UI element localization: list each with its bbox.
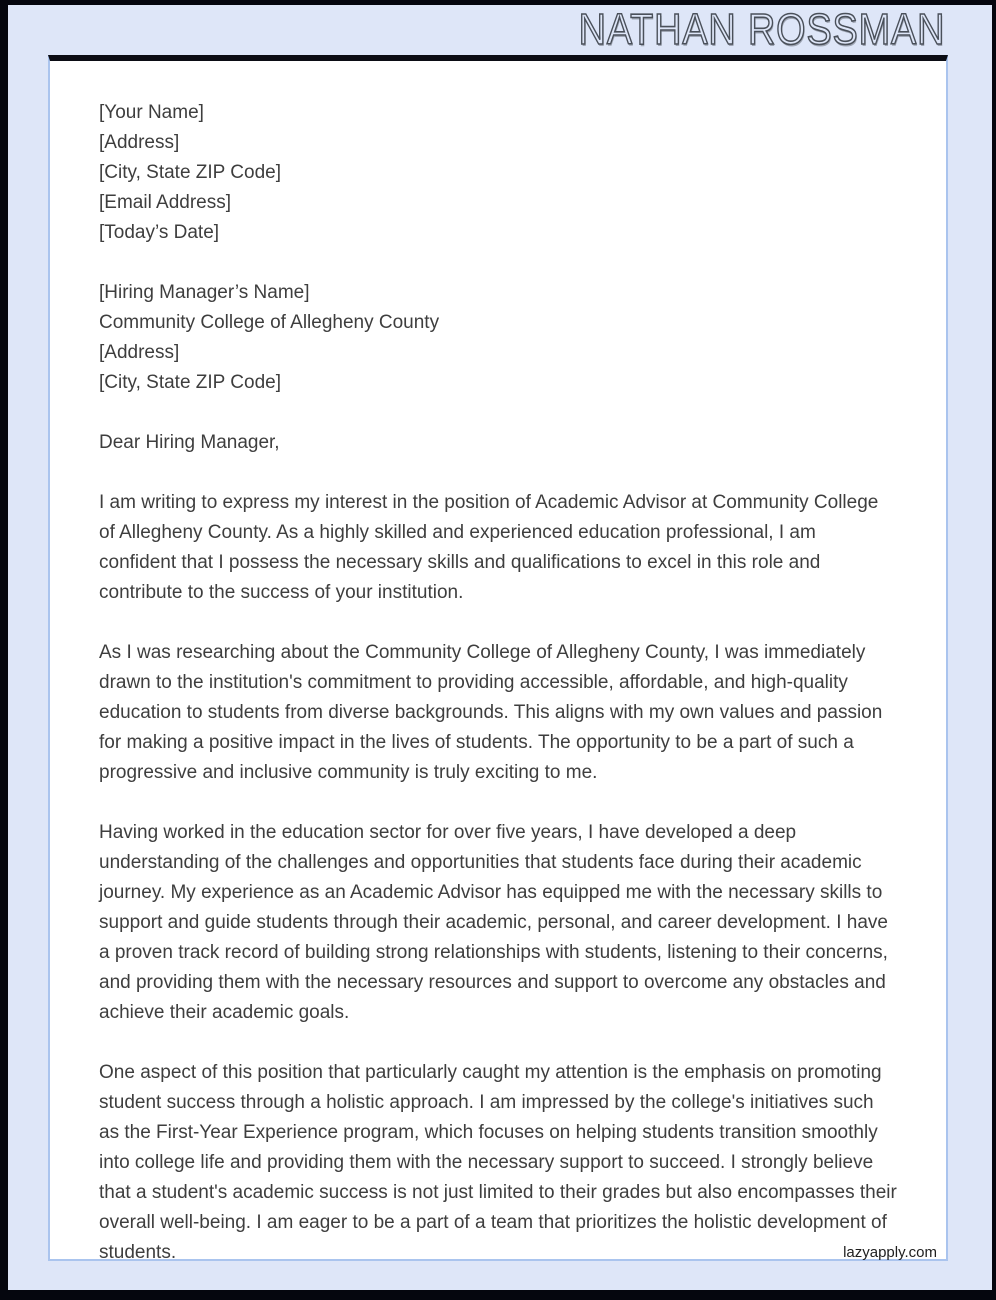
letter-page xyxy=(48,55,948,1261)
sender-line: [Email Address] xyxy=(99,192,231,213)
sender-line: [Address] xyxy=(99,132,180,153)
recipient-line: [Hiring Manager’s Name] xyxy=(99,282,310,303)
watermark-link[interactable]: lazyapply.com xyxy=(843,1244,937,1261)
header-name: NATHAN ROSSMAN xyxy=(578,5,945,54)
sender-block xyxy=(99,98,898,248)
sender-line: [City, State ZIP Code] xyxy=(99,162,281,183)
salutation: Dear Hiring Manager, xyxy=(99,432,280,453)
letter-paragraph-1: I am writing to express my interest in the position of Academic Advisor at Community College of Allegheny County. As a highly skilled and experienced education professional, I am confident that I possess the necessary skills and qualifications to excel in this role and contribute to the success of your institution. xyxy=(99,492,879,603)
recipient-line: [City, State ZIP Code] xyxy=(99,372,281,393)
sender-line: [Your Name] xyxy=(99,102,204,123)
letter-paragraph-2: As I was researching about the Community College of Allegheny County, I was immediately drawn to the institution's commitment to providing accessible, affordable, and high-quality education to students from diverse backgrounds. This aligns with my own values and passion for making a positive impact in the lives of students. The opportunity to be a part of such a progressive and inclusive community is truly exciting to me. xyxy=(99,642,883,783)
recipient-block xyxy=(99,278,898,398)
letter-paragraph-4: One aspect of this position that particularly caught my attention is the emphasis on promoting student success through a holistic approach. I am impressed by the college's initiatives such as the First-Year Experience program, which focuses on helping students transition smoothly into college life and providing them with the necessary support to succeed. I strongly believe that a student's academic success is not just limited to their grades but also encompasses their overall well-being. I am eager to be a part of a team that prioritizes the holistic development of students. xyxy=(99,1062,897,1263)
letter-paragraph-3: Having worked in the education sector for over five years, I have developed a deep understanding of the challenges and opportunities that students face during their academic journey. My experience as an Academic Advisor has equipped me with the necessary skills to support and guide students through their academic, personal, and career development. I have a proven track record of building strong relationships with students, listening to their concerns, and providing them with the necessary resources and support to overcome any obstacles and achieve their academic goals. xyxy=(99,822,889,1023)
sender-line: [Today’s Date] xyxy=(99,222,220,243)
letter-body xyxy=(99,98,898,1268)
recipient-line: Community College of Allegheny County xyxy=(99,312,440,333)
recipient-line: [Address] xyxy=(99,342,180,363)
